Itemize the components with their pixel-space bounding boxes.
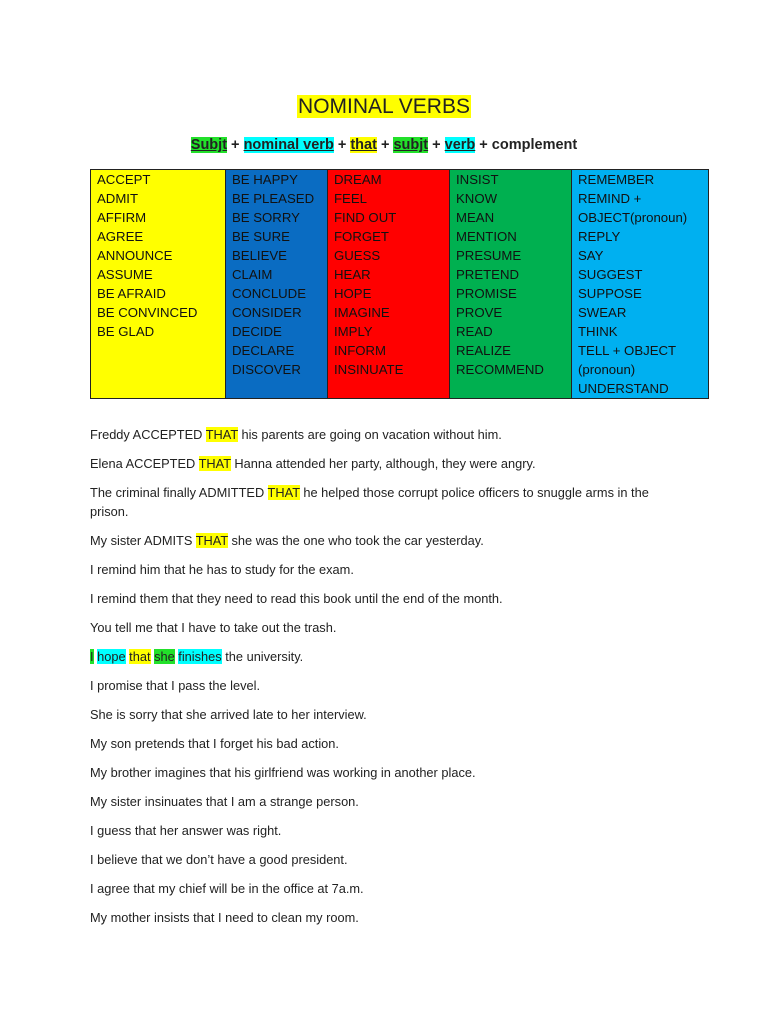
verb-item: ACCEPT	[97, 172, 151, 187]
verb-column-2	[226, 170, 328, 399]
verb-item: DISCOVER	[232, 362, 301, 377]
example-sentence	[90, 531, 690, 550]
example-sentences	[90, 425, 690, 937]
verb-item: MENTION	[456, 229, 517, 244]
example-sentence: My sister insinuates that I am a strange person.	[90, 794, 359, 809]
verb-item: THINK	[578, 324, 618, 339]
formula-plus: +	[428, 137, 445, 153]
verb-item: REMEMBER	[578, 172, 655, 187]
verb-item: OBJECT(pronoun)	[578, 210, 688, 225]
verb-item: KNOW	[456, 191, 498, 206]
sentence-text: he helped those corrupt police officers to snuggle arms in the prison.	[90, 485, 649, 519]
page-title	[0, 94, 768, 120]
sentence-text: Freddy ACCEPTED	[90, 427, 206, 442]
verb-item: BE CONVINCED	[97, 305, 198, 320]
verb-item: PRESUME	[456, 248, 522, 263]
that-highlight: THAT	[198, 456, 231, 471]
verb-item: SAY	[578, 248, 604, 263]
sentence-text: his parents are going on vacation without him.	[237, 427, 502, 442]
example-sentence: She is sorry that she arrived late to her interview.	[90, 707, 367, 722]
formula-plus: +	[376, 137, 394, 153]
example-sentence: I remind them that they need to read this book until the end of the month.	[90, 591, 503, 606]
verb-item: PRETEND	[456, 267, 520, 282]
sentence-text: she was the one who took the car yesterday.	[227, 533, 484, 548]
example-sentence: I guess that her answer was right.	[90, 823, 282, 838]
verb-item: BE GLAD	[97, 324, 155, 339]
verb-item: MEAN	[456, 210, 495, 225]
formula-that: that	[350, 137, 377, 153]
verb-item: SUPPOSE	[578, 286, 642, 301]
verb-item: ADMIT	[97, 191, 139, 206]
verb-item: SUGGEST	[578, 267, 643, 282]
verb-item: FORGET	[334, 229, 389, 244]
sentence-text: My sister ADMITS	[90, 533, 196, 548]
example-sentence: My son pretends that I forget his bad action.	[90, 736, 339, 751]
verb-item: PROMISE	[456, 286, 517, 301]
that-highlight: THAT	[267, 485, 300, 500]
verb-item: REALIZE	[456, 343, 511, 358]
that-highlight: THAT	[195, 533, 228, 548]
verb-item: DECIDE	[232, 324, 282, 339]
example-sentence: My mother insists that I need to clean my room.	[90, 910, 359, 925]
verb-item: ASSUME	[97, 267, 153, 282]
formula-plus: +	[333, 137, 351, 153]
verb-item: CLAIM	[232, 267, 273, 282]
verb-item: BE PLEASED	[232, 191, 315, 206]
verb-column-4	[450, 170, 572, 399]
example-sentence: My brother imagines that his girlfriend was working in another place.	[90, 765, 476, 780]
verb-column-1	[91, 170, 226, 399]
subject-highlight: she	[154, 649, 175, 664]
verb-column-3	[328, 170, 450, 399]
formula-line	[0, 136, 768, 154]
verb-item: CONCLUDE	[232, 286, 307, 301]
verb-item: GUESS	[334, 248, 381, 263]
formula-complement: + complement	[475, 137, 578, 153]
verb-item: FIND OUT	[334, 210, 397, 225]
example-sentence	[90, 483, 690, 521]
formula-subject: Subjt	[190, 137, 228, 153]
verb-item: ANNOUNCE	[97, 248, 173, 263]
verb-item: (pronoun)	[578, 362, 636, 377]
example-sentence: I believe that we don’t have a good president.	[90, 852, 348, 867]
sentence-text: Elena ACCEPTED	[90, 456, 199, 471]
example-sentence	[90, 425, 690, 444]
verb-item: SWEAR	[578, 305, 627, 320]
verb-item: INSINUATE	[334, 362, 404, 377]
verb-item: HOPE	[334, 286, 372, 301]
verb-highlight: finishes	[178, 649, 222, 664]
example-sentence	[90, 454, 690, 473]
verb-item: INFORM	[334, 343, 387, 358]
verb-item: DREAM	[334, 172, 382, 187]
formula-nominal-verb: nominal verb	[243, 137, 334, 153]
verb-item: FEEL	[334, 191, 367, 206]
verb-item: DECLARE	[232, 343, 295, 358]
example-sentence: I promise that I pass the level.	[90, 678, 260, 693]
verb-item: CONSIDER	[232, 305, 302, 320]
verb-item: HEAR	[334, 267, 371, 282]
verb-highlight: hope	[97, 649, 126, 664]
verb-item: BELIEVE	[232, 248, 287, 263]
formula-verb: verb	[444, 137, 476, 153]
verb-item: RECOMMEND	[456, 362, 544, 377]
formula-plus: +	[227, 137, 244, 153]
verb-item: REPLY	[578, 229, 621, 244]
sentence-text: Hanna attended her party, although, they were angry.	[230, 456, 536, 471]
verb-item: UNDERSTAND	[578, 381, 669, 396]
verb-item: REMIND +	[578, 191, 642, 206]
verb-item: AFFIRM	[97, 210, 147, 225]
example-sentence: You tell me that I have to take out the trash.	[90, 620, 337, 635]
title-text: NOMINAL VERBS	[298, 95, 470, 118]
verb-item: BE SORRY	[232, 210, 300, 225]
that-highlight: that	[129, 649, 151, 664]
example-sentence-highlighted	[90, 647, 690, 666]
table-row	[91, 170, 709, 399]
verb-item: IMPLY	[334, 324, 373, 339]
verb-item: READ	[456, 324, 493, 339]
sentence-text: The criminal finally ADMITTED	[90, 485, 268, 500]
verb-item: INSIST	[456, 172, 499, 187]
sentence-text: the university.	[221, 649, 304, 664]
subject-highlight: I	[90, 649, 94, 664]
verb-item: PROVE	[456, 305, 503, 320]
verb-item: BE AFRAID	[97, 286, 166, 301]
example-sentence: I agree that my chief will be in the office at 7a.m.	[90, 881, 364, 896]
verb-column-5	[572, 170, 709, 399]
example-sentence: I remind him that he has to study for the exam.	[90, 562, 354, 577]
verb-item: IMAGINE	[334, 305, 390, 320]
verb-item: BE HAPPY	[232, 172, 298, 187]
verb-item: TELL + OBJECT	[578, 343, 677, 358]
that-highlight: THAT	[205, 427, 238, 442]
nominal-verbs-table	[90, 169, 709, 399]
formula-subject-2: subjt	[393, 137, 429, 153]
verb-item: BE SURE	[232, 229, 290, 244]
verb-item: AGREE	[97, 229, 144, 244]
